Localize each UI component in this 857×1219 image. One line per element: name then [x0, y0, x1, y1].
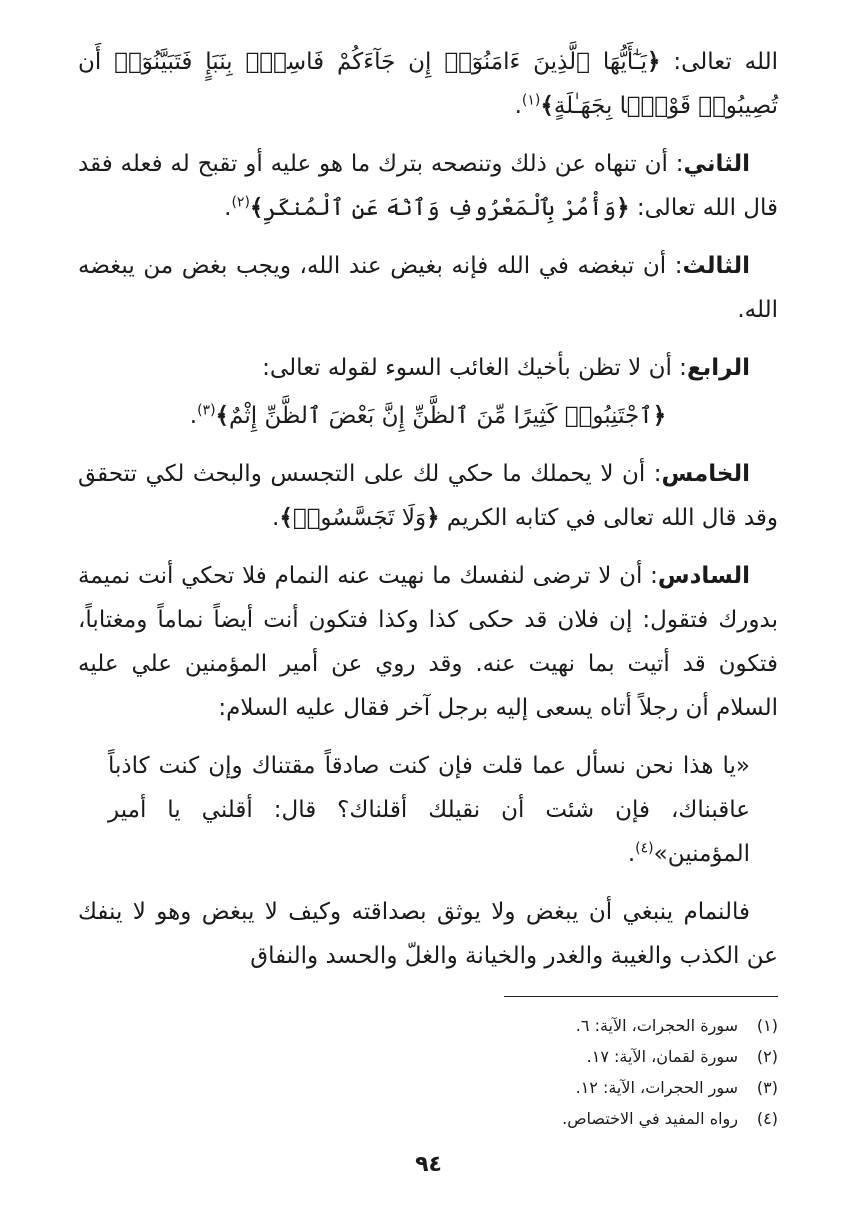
- heading-fifth: الخامس: [661, 461, 750, 487]
- verse-open-bracket: ﴿: [652, 402, 667, 429]
- hadith-quote-text: «يا هذا نحن نسأل عما قلت فإن كنت صادقاً مقتناك وإن كنت كاذباً عاقبناك، فإن شئت أن نقيلك أقلناك؟ قال: أقلني يا أمير المؤمنين»: [108, 753, 750, 867]
- footnote-ref-2[interactable]: (٢): [231, 194, 250, 211]
- footnote-item: [378, 1072, 778, 1103]
- paragraph-sixth-text: : أن لا ترضى لنفسك ما نهيت عنه النمام فلا تحكي أنت نميمة بدورك فتقول: إن فلان قد حكى كذا وكذا فتكون أنت أيضاً نماماً ومغتاباً، فتكون قد أتيت بما نهيت عنه. وقد روي عن أمير المؤمنين علي عليه السلام أن رجلاً أتاه يسعى إليه برجل آخر فقال عليه السلام:: [78, 563, 778, 721]
- paragraph-third-text: : أن تبغضه في الله فإنه بغيض عند الله، ويجب بغض من يبغضه الله.: [78, 253, 778, 323]
- footnote-text: رواه المفيد في الاختصاص.: [562, 1109, 738, 1128]
- footnote-ref-4[interactable]: (٤): [635, 840, 654, 857]
- sentence-end: .: [224, 195, 232, 221]
- paragraph-fourth: [78, 346, 778, 390]
- page-number: ٩٤: [415, 1152, 442, 1177]
- footnote-number: (٣): [756, 1078, 778, 1097]
- footnote-text: سورة لقمان، الآية: ١٧.: [586, 1047, 738, 1066]
- verse-intro: الله تعالى:: [660, 49, 778, 75]
- paragraph-closing-text: فالنمام ينبغي أن يبغض ولا يوثق بصداقته وكيف لا يبغض وهو لا ينفك عن الكذب والغيبة والغدر والخيانة والغلّ والحسد والنفاق: [78, 899, 778, 969]
- footnote-divider: [504, 996, 778, 997]
- paragraph-fifth: [78, 452, 778, 540]
- heading-second: الثاني: [683, 151, 750, 177]
- paragraph-fifth-text: : أن لا يحملك ما حكي لك على التجسس والبحث لكي تتحقق وقد قال الله تعالى في كتابه الكريم: [78, 461, 778, 531]
- paragraph-second: [78, 142, 778, 230]
- paragraph-sixth: [78, 554, 778, 730]
- verse-line-hujurat-12: [78, 394, 778, 438]
- footnote-text: سور الحجرات، الآية: ١٢.: [575, 1078, 738, 1097]
- footnote-ref-1[interactable]: (١): [521, 92, 541, 109]
- heading-third: الثالث: [682, 253, 750, 279]
- footnote-item: [378, 1041, 778, 1072]
- quran-verse-hujurat-6: يَـٰٓأَيُّهَا ٱلَّذِينَ ءَامَنُوٓا۟ إِن جَآءَكُمْ فَاسِقٌۢ بِنَبَإٍ فَتَبَيَّنُوٓا۟ أَن تُصِيبُوا۟ قَوْمًۢا بِجَهَـٰلَةٍ: [78, 49, 778, 119]
- footnote-text: سورة الحجرات، الآية: ٦.: [575, 1016, 738, 1035]
- verse-close-bracket: ﴾: [249, 194, 264, 221]
- footnote-ref-3[interactable]: (٣): [197, 402, 216, 419]
- sentence-end: .: [514, 93, 522, 119]
- page-body: [78, 40, 778, 992]
- footnote-number: (٤): [756, 1109, 778, 1128]
- paragraph-third: [78, 244, 778, 332]
- quran-verse-luqman-17: وَأْمُرْ بِٱلْمَعْرُوفِ وَٱنْهَ عَنِ ٱلْمُنكَرِ: [263, 195, 617, 221]
- verse-open-bracket: ﴿: [616, 194, 630, 221]
- hadith-quote: [108, 744, 750, 876]
- verse-open-bracket: ﴿: [646, 48, 661, 75]
- heading-sixth: السادس: [657, 563, 750, 589]
- footnote-number: (٢): [756, 1047, 778, 1066]
- footnote-number: (١): [756, 1016, 778, 1035]
- sentence-end: .: [627, 841, 636, 867]
- footnote-item: [378, 1103, 778, 1134]
- paragraph-second-text: : أن تنهاه عن ذلك وتنصحه بترك ما هو عليه أو تقبح له فعله فقد قال الله تعالى:: [78, 151, 778, 221]
- sentence-end: .: [189, 403, 198, 429]
- heading-fourth: الرابع: [686, 355, 750, 381]
- sentence-end: .: [272, 505, 280, 531]
- verse-close-bracket: ﴾: [279, 504, 293, 531]
- footnote-item: [378, 1010, 778, 1041]
- footnotes: [378, 1010, 778, 1134]
- paragraph-closing: [78, 890, 778, 978]
- quran-verse-hujurat-12: ٱجْتَنِبُوا۟ كَثِيرًا مِّنَ ٱلظَّنِّ إِنَّ بَعْضَ ٱلظَّنِّ إِثْمٌ: [229, 403, 653, 429]
- verse-close-bracket: ﴾: [215, 402, 230, 429]
- verse-close-bracket: ﴾: [540, 92, 554, 119]
- quran-verse-tajassus: وَلَا تَجَسَّسُوا۟: [292, 505, 427, 531]
- paragraph-verse-continuation: [78, 40, 778, 128]
- paragraph-fourth-text: : أن لا تظن بأخيك الغائب السوء لقوله تعالى:: [262, 355, 687, 381]
- verse-open-bracket: ﴿: [426, 504, 440, 531]
